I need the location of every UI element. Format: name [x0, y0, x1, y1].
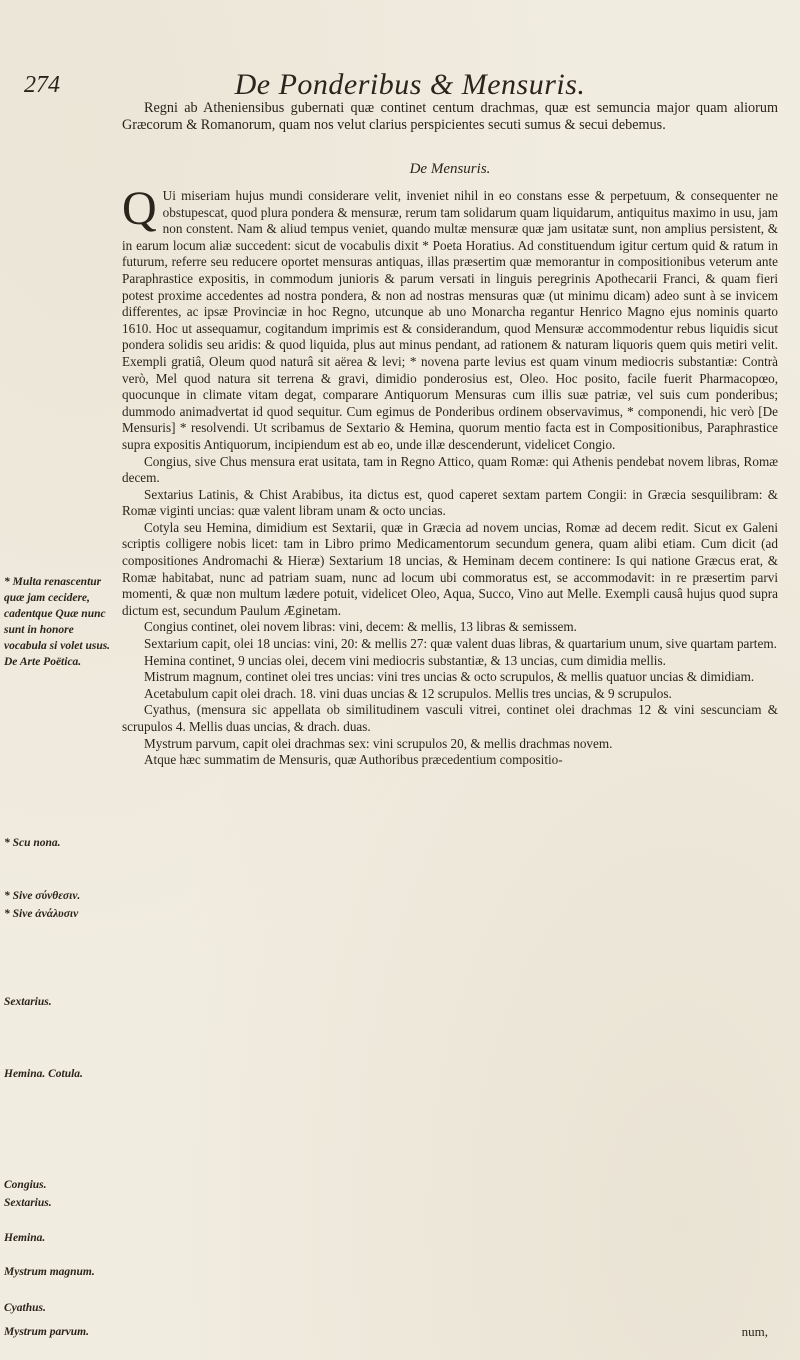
paragraph-mensuris-text: Ui miseriam hujus mundi considerare velit, inveniet nihil in eo constans esse & perpetuum, & consequenter ne obstupescat, quod plura pondera & mensuræ, rerum tam solidarum quam liquidarum, antiquitus maximo in usu, jam non constent. Nam & aliud tempus veniet, quando multæ mensuræ quæ jam usitatæ sunt, non amplius persistent, & in earum locum aliæ succedent: sicut de vocabulis dixit * Poeta Horatius. Ad constituendum igitur certum quid & ratum in futurum, referre seu reducere oportet mensuras antiquas, illas præsertim quæ memorantur in compositionibus veterum ante Paraphrastice expositis, in commodum junioris & parum versati in linguis peregrinis Apothecarii Franci, & quam fieri potest proxime accedentes ad nostra pondera, & non ad nostras mensuras quæ (ut minimu dicam) adeo sunt à se invicem differentes, ac ipsæ Provinciæ in hoc Regno, utcunque ab uno Monarcha regantur Henrico Magno ejus nominis quarto 1610. Hoc ut assequamur, cogitandum imprimis est & considerandum, quod Mensuræ accommodentur rebus liquidis sicut pondera solidis seu aridis: & quod liquida, plus aut minus pendant, ad rationem & naturam liquoris quem quis metiri velit. Exempli gratiâ, Oleum quod naturâ sit aërea & levi; * novena parte levius est quam vinum mediocris substantiæ: Contrà verò, Mel quod natura sit terrena & gravi, dimidio ponderosius est, Oleo. Hoc posito, facile fuerit Pharmacopœo, quocunque in climate vitam degat, comparare Antiquorum Mensuras cum illis suæ patriæ, vel suis cum ponderibus; dummodo animadvertat id quod sequitur. Cum egimus de Ponderibus ordinem observavimus, * componendi, hic verò [De Mensuris] * resolvendi. Ut scribamus de Sextario & Hemina, quorum mentio facta est in Compositionibus, Paraphrastice supra expositis Antiquorum, incipiendum est ab eo, unde illæ descenderunt, videlicet Congio. — [122, 188, 778, 452]
page-number: 274 — [24, 72, 60, 98]
margin-note-hemina-cotula: Hemina. Cotula. — [4, 1068, 83, 1080]
paragraph-hemina-continet: Hemina continet, 9 uncias olei, decem vini mediocris substantiæ, & 13 uncias, cum dimidia mellis. — [144, 652, 666, 668]
margin-note-sextarius-2: Sextarius. — [4, 1197, 52, 1209]
paragraph-sextarius: Sextarius Latinis, & Chist Arabibus, ita dictus est, quod caperet sextam partem Congii: in Græcia sesquilibram: & Romæ viginti uncias: quæ valent libram unam & octo uncias. — [122, 486, 778, 519]
paragraph-sextarium-capit: Sextarium capit, olei 18 uncias: vini, 20: & mellis 27: quæ valent duas libras, & quartarium unum, sive quartam partem. — [144, 636, 777, 652]
margin-note-hemina: Hemina. — [4, 1232, 46, 1244]
margin-note-synthesis: * Sive σύνθεσιν. — [4, 890, 81, 902]
margin-note-mystrum-parvum: Mystrum parvum. — [4, 1326, 89, 1338]
paragraph-opening: Regni ab Atheniensibus gubernati quæ continet centum drachmas, quæ est semuncia major quam aliorum Græcorum & Romanorum, quam nos velut clarius perspicientes secuti sumus & secui debemus. — [122, 100, 778, 134]
margin-note-horace: * Multa renascentur quæ jam cecidere, cadentque Quæ nunc sunt in honore vocabula si volet usus. De Arte Poëtica. — [4, 576, 111, 668]
drop-cap: Q — [122, 182, 157, 235]
paragraph-acetabulum: Acetabulum capit olei drach. 18. vini duas uncias & 12 scrupulos. Mellis tres uncias, & 9 scrupulos. — [144, 685, 672, 701]
margin-note-seu-nona: * Scu nona. — [4, 837, 61, 849]
paragraph-closing: Atque hæc summatim de Mensuris, quæ Authoribus præcedentium compositio- — [144, 752, 563, 768]
paragraph-congius-continet: Congius continet, olei novem libras: vini, decem: & mellis, 13 libras & semissem. — [144, 619, 577, 635]
paragraph-congius: Congius, sive Chus mensura erat usitata, tam in Regno Attico, quam Romæ: qui Athenis pendebat novem libras, Romæ decem. — [122, 453, 778, 486]
margin-note-analysis: * Sive ἀνάλυσιν — [4, 908, 79, 920]
margin-note-congius: Congius. — [4, 1179, 47, 1191]
opening-paragraph-block — [122, 100, 778, 135]
paragraph-mystrum-parvum: Mystrum parvum, capit olei drachmas sex: vini scrupulos 20, & mellis drachmas novem. — [144, 735, 613, 751]
margin-note-sextarius: Sextarius. — [4, 996, 52, 1008]
paragraph-mensuris-intro — [122, 182, 778, 454]
paragraph-mistrum-magnum: Mistrum magnum, continet olei tres uncias: vini tres uncias & octo scrupulos, & mellis quatuor uncias & dimidiam. — [144, 669, 755, 685]
main-text — [122, 182, 778, 769]
margin-note-mystrum-magnum: Mystrum magnum. — [4, 1266, 95, 1278]
catchword: num, — [741, 1324, 768, 1339]
paragraph-hemina: Cotyla seu Hemina, dimidium est Sextarii, quæ in Græcia ad novem uncias, Romæ ad decem redit. Sicut ex Galeni scriptis colligere nobis licet: tam in Libro primo Medicamentorum secundum genera, quam alibi etiam. Cum dicit (ad compositiones Andromachi & Hieræ) Sextarium 18 uncias, & Heminam decem continere: Is qui natione Græcus erat, & Romæ habitabat, nunc ad patriam suam, nunc ad locum ubi commoratus est, se accommodavit: in re præsertim parvi momenti, & quæ non multum lædere potuit, videlicet Oleo, Aqua, Succo, Vino aut Melle. Exempli causâ hujus quod supra dictum est, secundum Paulum Æginetam. — [122, 519, 778, 618]
running-title: De Ponderibus & Mensuris. — [234, 68, 586, 101]
paragraph-cyathus: Cyathus, (mensura sic appellata ob similitudinem vasculi vitrei, continet olei drachmas 12 & vini sescunciam & scrupulos 4. Mellis duas uncias, & drach. duas. — [122, 702, 778, 734]
section-heading: De Mensuris. — [409, 161, 491, 177]
margin-note-cyathus: Cyathus. — [4, 1302, 46, 1314]
